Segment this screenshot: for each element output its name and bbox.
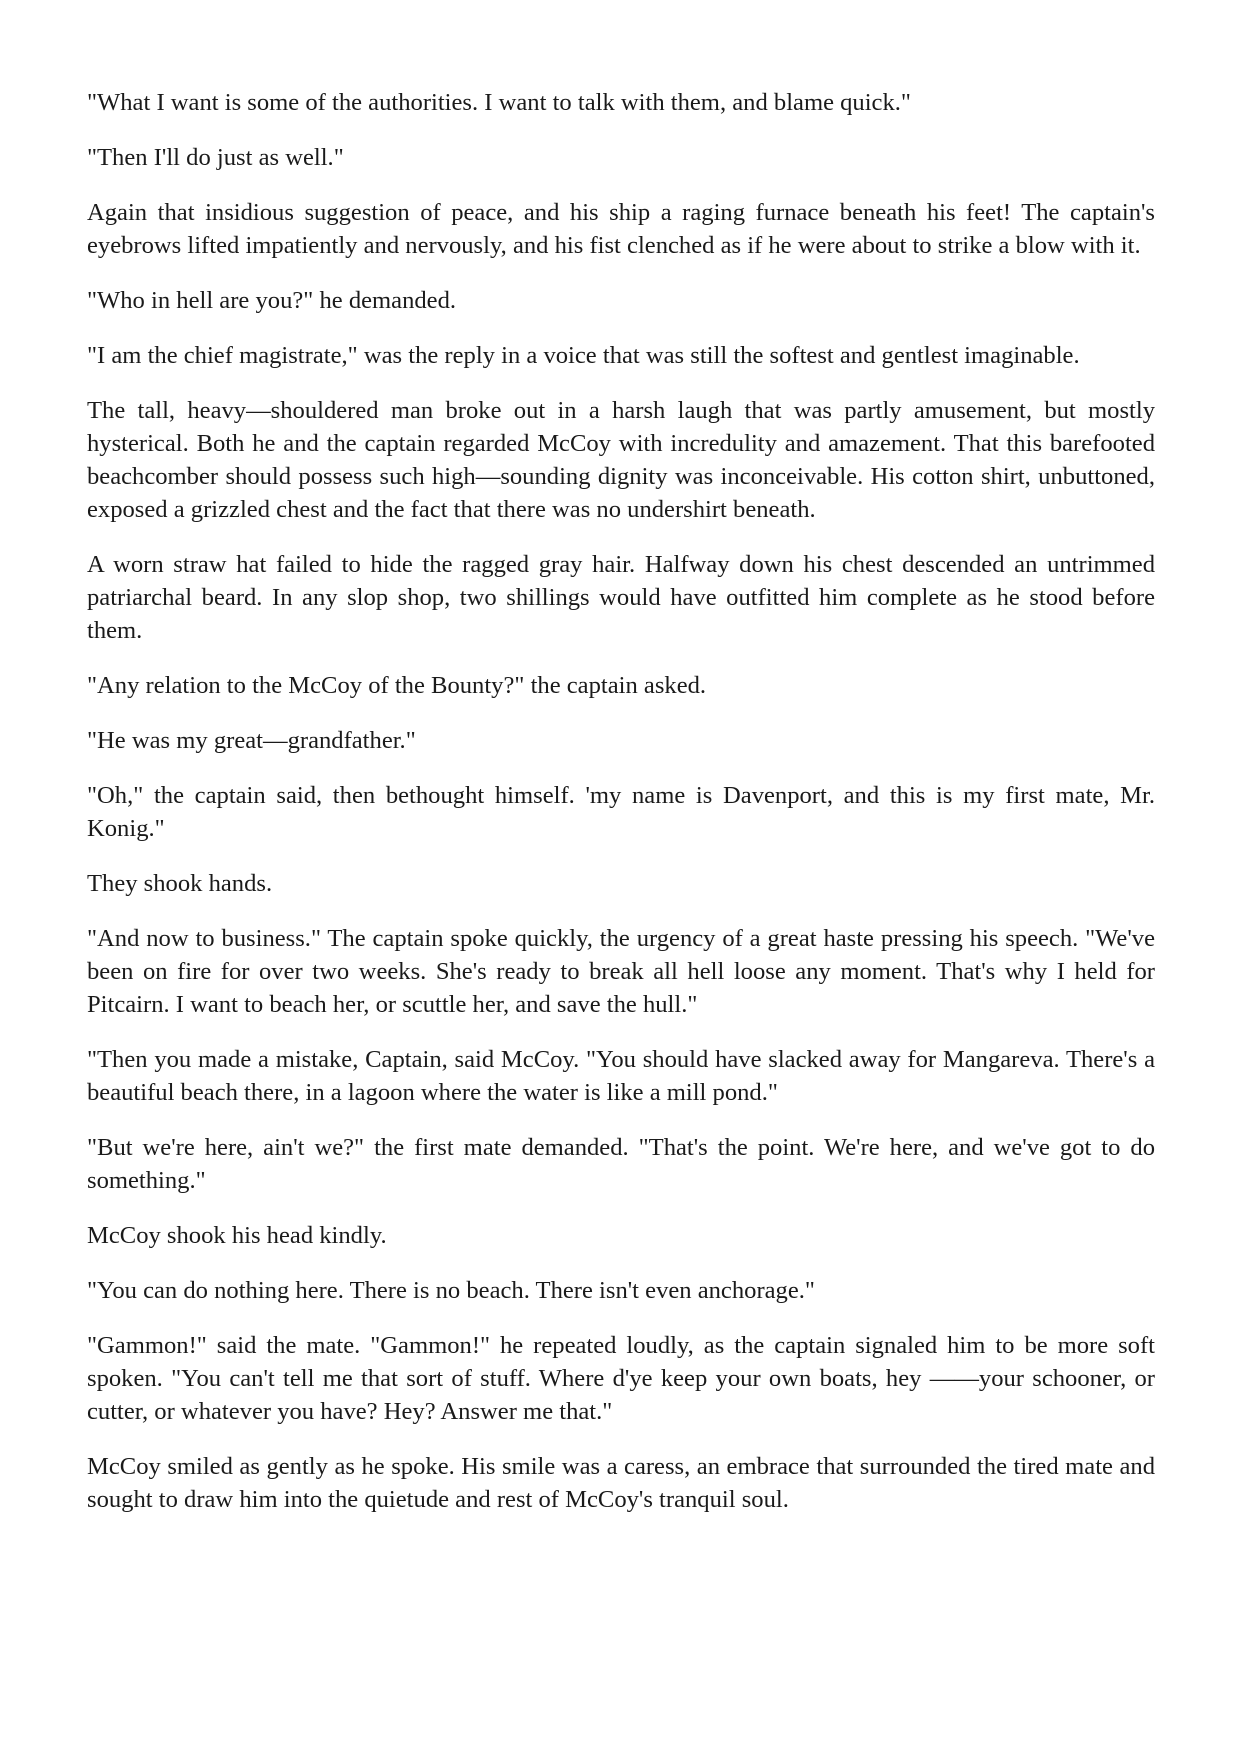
paragraph: "Then you made a mistake, Captain, said McCoy. "You should have slacked away for Mangareva. There's a beautiful beach there, in a lagoon where the water is like a mill pond." — [87, 1046, 1155, 1106]
paragraph: "You can do nothing here. There is no beach. There isn't even anchorage." — [87, 1277, 815, 1304]
paragraph: "Who in hell are you?" he demanded. — [87, 287, 457, 314]
paragraph: "But we're here, ain't we?" the first mate demanded. "That's the point. We're here, and we've got to do something." — [87, 1134, 1155, 1194]
paragraph: "He was my great—grandfather." — [87, 727, 416, 754]
paragraph: "And now to business." The captain spoke quickly, the urgency of a great haste pressing his speech. "We've been on fire for over two weeks. She's ready to break all hell loose any moment. That's why I held for Pitcairn. I want to beach her, or scuttle her, and save the hull." — [87, 925, 1155, 1018]
paragraph: "I am the chief magistrate," was the reply in a voice that was still the softest and gentlest imaginable. — [87, 342, 1080, 369]
paragraph: A worn straw hat failed to hide the ragged gray hair. Halfway down his chest descended an untrimmed patriarchal beard. In any slop shop, two shillings would have outfitted him complete as he stood before them. — [87, 551, 1155, 644]
paragraph: "Then I'll do just as well." — [87, 144, 344, 171]
paragraph: "Any relation to the McCoy of the Bounty?" the captain asked. — [87, 672, 707, 699]
paragraph: "Gammon!" said the mate. "Gammon!" he repeated loudly, as the captain signaled him to be more soft spoken. "You can't tell me that sort of stuff. Where d'ye keep your own boats, hey ——your schooner, or cutter, or whatever you have? Hey? Answer me that." — [87, 1332, 1155, 1425]
paragraph: McCoy smiled as gently as he spoke. His smile was a caress, an embrace that surrounded the tired mate and sought to draw him into the quietude and rest of McCoy's tranquil soul. — [87, 1453, 1155, 1513]
paragraph: "What I want is some of the authorities. I want to talk with them, and blame quick." — [87, 89, 911, 116]
paragraph: "Oh," the captain said, then bethought himself. 'my name is Davenport, and this is my first mate, Mr. Konig." — [87, 782, 1155, 842]
paragraph: Again that insidious suggestion of peace, and his ship a raging furnace beneath his feet! The captain's eyebrows lifted impatiently and nervously, and his fist clenched as if he were about to strike a blow with it. — [87, 199, 1155, 259]
paragraph: McCoy shook his head kindly. — [87, 1222, 387, 1249]
paragraph: The tall, heavy—shouldered man broke out in a harsh laugh that was partly amusement, but mostly hysterical. Both he and the captain regarded McCoy with incredulity and amazement. That this barefooted beachcomber should possess such high—sounding dignity was inconceivable. His cotton shirt, unbuttoned, exposed a grizzled chest and the fact that there was no undershirt beneath. — [87, 397, 1155, 523]
document-page — [87, 86, 1155, 1538]
paragraph: They shook hands. — [87, 870, 273, 897]
